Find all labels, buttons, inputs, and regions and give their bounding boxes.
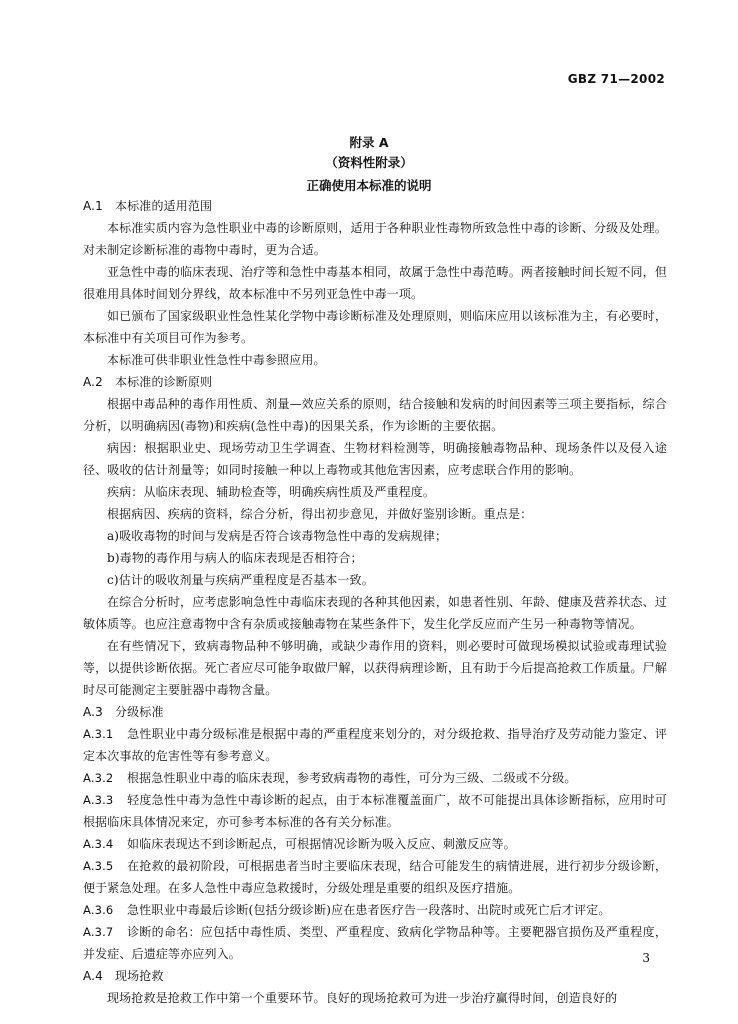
paragraph: 根据病因、疾病的资料，综合分析，得出初步意见，并做好鉴别诊断。重点是： (107, 507, 533, 521)
paragraph: 如已颁布了国家级职业性急性某化学物中毒诊断标准及处理原则，则临床应用以该标准为主，有必要时，本标准中有关项目可作为参考。 (83, 309, 667, 345)
paragraph: 在有些情况下，致病毒物品种不够明确，或缺少毒作用的资料，则必要时可做现场模拟试验或毒理试验等，以提供诊断依据。死亡者应尽可能争取做尸解，以获得病理诊断，且有助于今后提高抢救工作质量。尸解时尽可能测定主要脏器中毒物含量。 (83, 639, 667, 697)
section-number: A.2 (83, 375, 103, 389)
subsection-text: 根据急性职业中毒的临床表现，参考致病毒物的毒性，可分为三级、二级或不分级。 (127, 771, 577, 785)
subsection-text: 急性职业中毒分级标准是根据中毒的严重程度来划分的，对分级抢救、指导治疗及劳动能力鉴定、评定本次事故的危害性等有参考意义。 (83, 727, 667, 763)
subsection-number: A.3.5 (83, 859, 114, 873)
paragraph: 根据中毒品种的毒作用性质、剂量—效应关系的原则，结合接触和发病的时间因素等三项主要指标，综合分析，以明确病因(毒物)和疾病(急性中毒)的因果关系，作为诊断的主要依据。 (83, 397, 667, 433)
subsection-a3-1 (83, 723, 667, 767)
subsection-a3-5 (83, 855, 667, 899)
standard-code: GBZ 71—2002 (567, 72, 665, 86)
document-body (83, 195, 667, 1009)
section-title: 本标准的适用范围 (115, 199, 213, 213)
subsection-a3-4 (83, 833, 667, 855)
paragraph: 亚急性中毒的临床表现、治疗等和急性中毒基本相同，故属于急性中毒范畴。两者接触时间长短不同，但很难用具体时间划分界线，故本标准中不另列亚急性中毒一项。 (83, 265, 667, 301)
section-heading-a3 (83, 701, 667, 723)
subsection-number: A.3.4 (83, 837, 114, 851)
subsection-number: A.3.7 (83, 925, 114, 939)
paragraph: 病因：根据职业史、现场劳动卫生学调查、生物材料检测等，明确接触毒物品种、现场条件以及侵入途径、吸收的估计剂量等；如同时接触一种以上毒物或其他危害因素，应考虑联合作用的影响。 (83, 441, 667, 477)
appendix-name: 正确使用本标准的说明 (306, 178, 432, 193)
subsection-text: 在抢救的最初阶段，可根据患者当时主要临床表现，结合可能发生的病情进展，进行初步分级诊断，便于紧急处理。在多人急性中毒应急救援时，分级处理是重要的组织及医疗措施。 (83, 859, 667, 895)
subsection-a3-3 (83, 789, 667, 833)
list-item: b)毒物的毒作用与病人的临床表现是否相符合； (107, 551, 363, 565)
appendix-type: （资料性附录） (325, 155, 413, 170)
subsection-text: 诊断的命名：应包括中毒性质、类型、严重程度、致病化学物品种等。主要靶器官损伤及严重程度，并发症、后遗症等亦应列入。 (83, 925, 667, 961)
subsection-number: A.3.2 (83, 771, 114, 785)
section-heading-a1 (83, 195, 667, 217)
paragraph: 本标准实质内容为急性职业中毒的诊断原则，适用于各种职业性毒物所致急性中毒的诊断、分级及处理。对未制定诊断标准的毒物中毒时，更为合适。 (83, 221, 667, 257)
paragraph: 在综合分析时，应考虑影响急性中毒临床表现的各种其他因素，如患者性别、年龄、健康及营养状态、过敏体质等。也应注意毒物中含有杂质或接触毒物在某些条件下，发生化学反应而产生另一种毒物等情况。 (83, 595, 667, 631)
section-number: A.4 (83, 969, 103, 983)
paragraph: 本标准可供非职业性急性中毒参照应用。 (107, 353, 326, 367)
page-number: 3 (642, 951, 650, 965)
list-item: c)估计的吸收剂量与疾病严重程度是否基本一致。 (107, 573, 374, 587)
section-title: 分级标准 (115, 705, 164, 719)
subsection-number: A.3.1 (83, 727, 114, 741)
paragraph: 疾病：从临床表现、辅助检查等，明确疾病性质及严重程度。 (107, 485, 436, 499)
subsection-text: 轻度急性中毒为急性中毒诊断的起点，由于本标准覆盖面广，故不可能提出具体诊断指标，应用时可根据临床具体情况来定，亦可参考本标准的各有关分标准。 (83, 793, 667, 829)
list-item: a)吸收毒物的时间与发病是否符合该毒物急性中毒的发病规律； (107, 529, 448, 543)
subsection-text: 如临床表现达不到诊断起点，可根据情况诊断为吸入反应、刺激反应等。 (127, 837, 516, 851)
section-number: A.1 (83, 199, 103, 213)
subsection-a3-6 (83, 899, 667, 921)
section-heading-a4 (83, 965, 667, 987)
subsection-a3-2 (83, 767, 667, 789)
subsection-text: 急性职业中毒最后诊断(包括分级诊断)应在患者医疗告一段落时、出院时或死亡后才评定。 (127, 903, 611, 917)
appendix-title: 附录 A (349, 135, 389, 150)
subsection-a3-7 (83, 921, 667, 965)
section-heading-a2 (83, 371, 667, 393)
paragraph: 现场抢救是抢救工作中第一个重要环节。良好的现场抢救可为进一步治疗赢得时间，创造良好的 (107, 991, 618, 1005)
subsection-number: A.3.3 (83, 793, 114, 807)
section-title: 现场抢救 (115, 969, 164, 983)
section-number: A.3 (83, 705, 103, 719)
subsection-number: A.3.6 (83, 903, 114, 917)
section-title: 本标准的诊断原则 (115, 375, 213, 389)
